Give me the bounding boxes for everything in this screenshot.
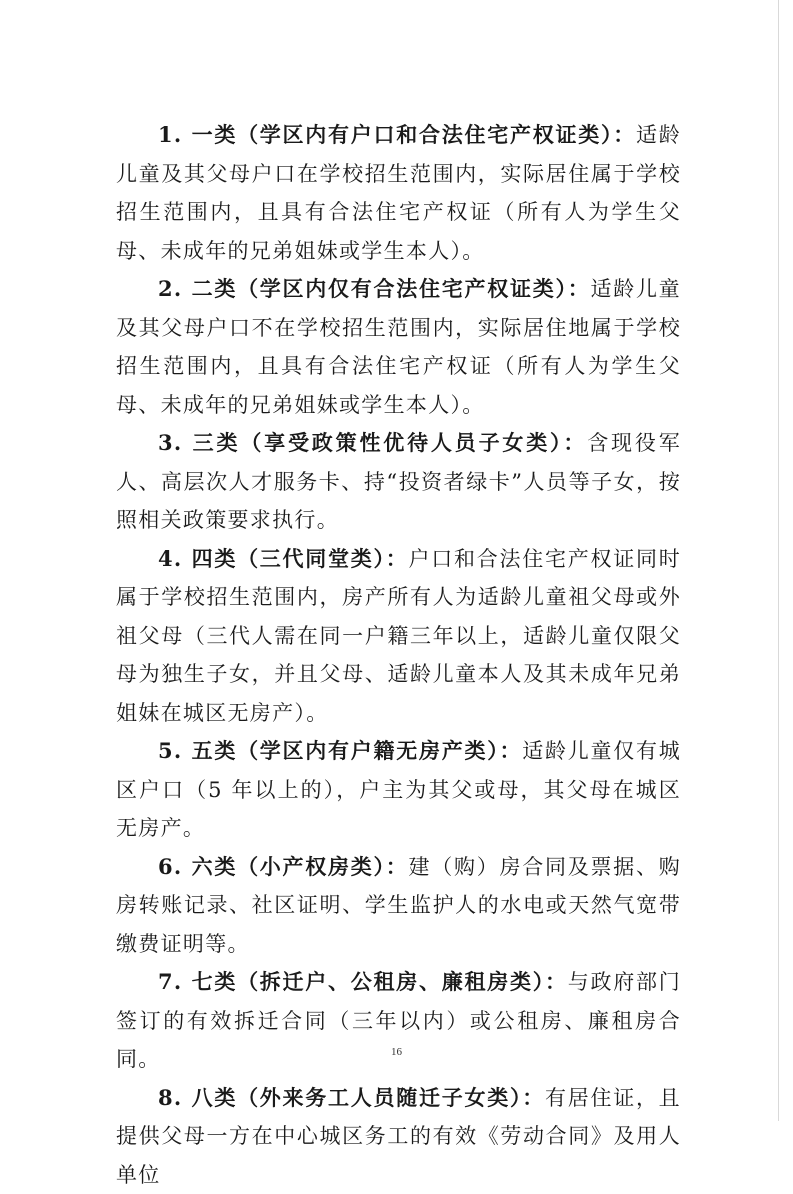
category-heading-7: 7. 七类（拆迁户、公租房、廉租房类）： [158,969,568,994]
category-text-2: 适龄儿童及其父母户口不在学校招生范围内，实际居住地属于学校招生范围内，且具有合法住宅产权证（所有人为学生父母、未成年的兄弟姐妹或学生本人）。 [116,277,681,417]
category-item-3 [116,424,681,540]
category-heading-1: 1. 一类（学区内有户口和合法住宅产权证类）： [158,122,636,147]
category-text-5: 适龄儿童仅有城区户口（5 年以上的），户主为其父或母，其父母在城区无房产。 [116,739,681,840]
category-text-7: 与政府部门签订的有效拆迁合同（三年以内）或公租房、廉租房合同。 [116,970,681,1071]
category-text-1: 适龄儿童及其父母户口在学校招生范围内，实际居住属于学校招生范围内，且具有合法住宅产权证（所有人为学生父母、未成年的兄弟姐妹或学生本人）。 [116,123,681,263]
scan-edge-divider [778,0,779,1121]
category-text-8: 有居住证，且提供父母一方在中心城区务工的有效《劳动合同》及用人单位 [116,1086,681,1187]
category-heading-2: 2. 二类（学区内仅有合法住宅产权证类）： [158,276,590,301]
category-heading-5: 5. 五类（学区内有户籍无房产类）： [158,738,522,763]
category-item-2 [116,270,681,424]
category-text-4: 户口和合法住宅产权证同时属于学校招生范围内，房产所有人为适龄儿童祖父母或外祖父母（三代人需在同一户籍三年以上，适龄儿童仅限父母为独生子女，并且父母、适龄儿童本人及其未成年兄弟姐妹在城区无房产）。 [116,547,681,725]
category-item-4 [116,540,681,733]
page-number: 16 [0,1046,793,1058]
document-body [116,116,681,1194]
category-heading-3: 3. 三类（享受政策性优待人员子女类）： [158,430,587,455]
category-item-6 [116,848,681,964]
category-heading-8: 8. 八类（外来务工人员随迁子女类）： [158,1085,545,1110]
category-item-8 [116,1079,681,1194]
category-item-1 [116,116,681,270]
category-heading-6: 6. 六类（小产权房类）： [158,854,409,879]
category-text-6: 建（购）房合同及票据、购房转账记录、社区证明、学生监护人的水电或天然气宽带缴费证明等。 [116,855,681,956]
category-text-3: 含现役军人、高层次人才服务卡、持“投资者绿卡”人员等子女，按照相关政策要求执行。 [116,431,681,532]
category-item-5 [116,732,681,848]
category-item-7 [116,963,681,1079]
category-heading-4: 4. 四类（三代同堂类）： [158,546,409,571]
